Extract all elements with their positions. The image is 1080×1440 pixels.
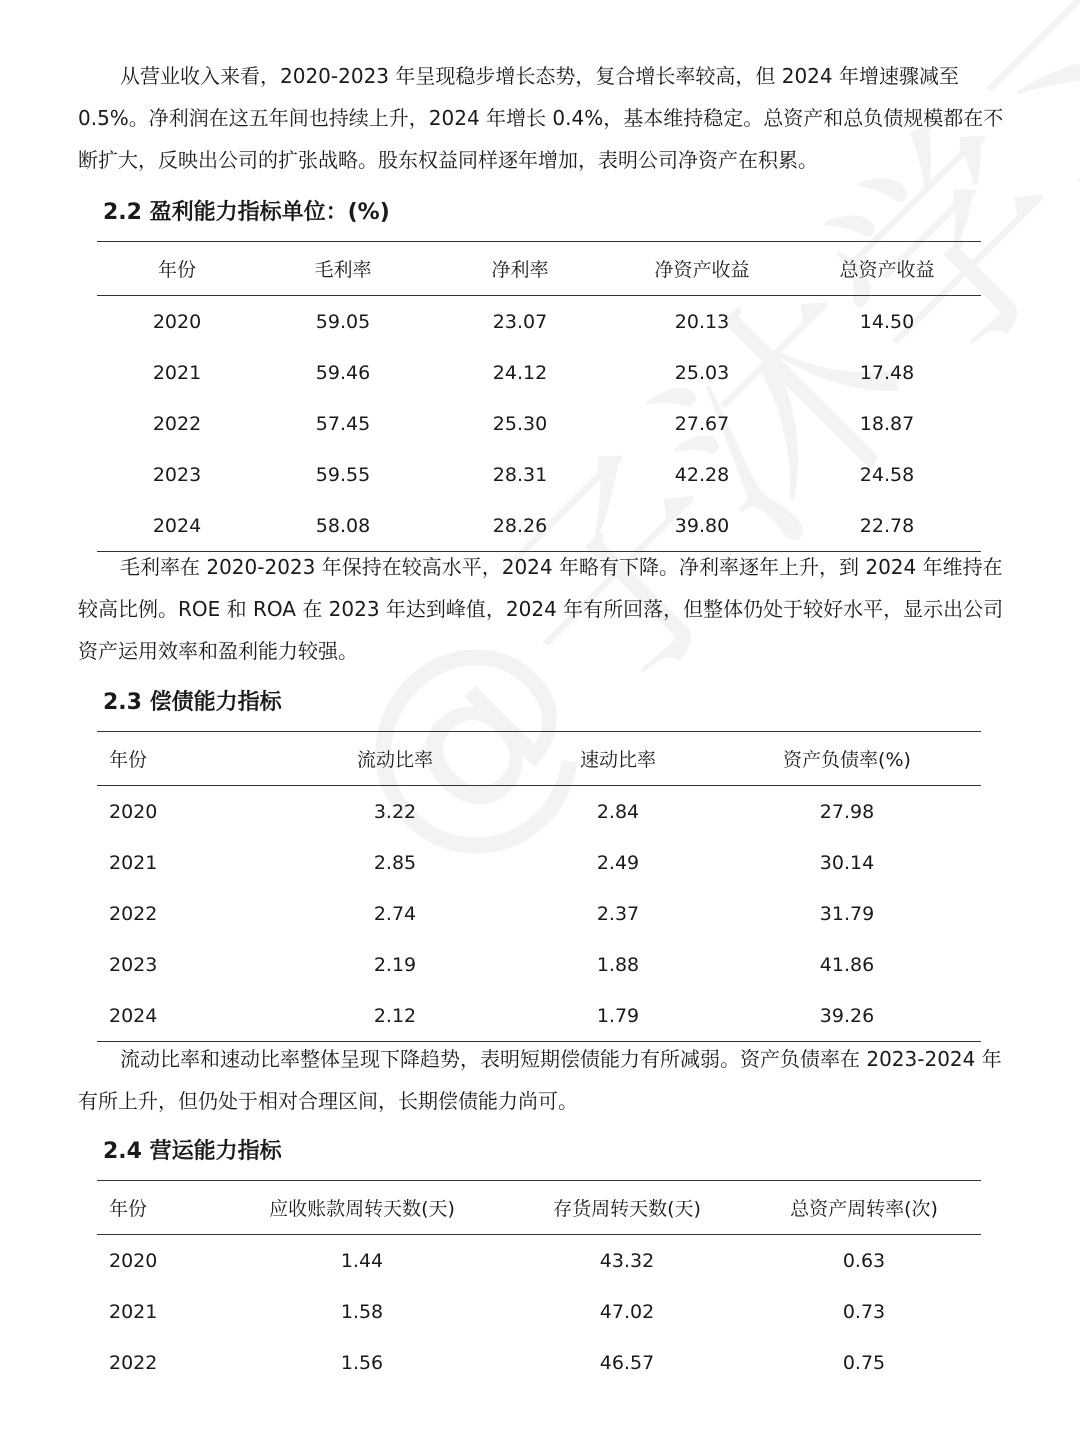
column-header: 净利率: [429, 242, 611, 296]
table-row: [97, 296, 981, 348]
operations-heading: 2.4 营运能力指标: [103, 1139, 282, 1164]
table-cell: 2.12: [267, 990, 523, 1042]
profitability-commentary: 毛利率在 2020-2023 年保持在较高水平，2024 年略有下降。净利率逐年上升，到 2024 年维持在较高比例。ROE 和 ROA 在 2023 年达到峰值，2024 年有所回落，但整体仍处于较好水平，显示出公司资产运用效率和盈利能力较强。: [78, 555, 1004, 663]
table-cell: 2.49: [596, 851, 640, 874]
table-cell: 2023: [152, 463, 202, 486]
table-cell: 2020: [152, 310, 202, 333]
column-header: 净资产收益: [611, 242, 793, 296]
table-cell: 2023: [109, 953, 158, 976]
table-cell: 2.19: [373, 953, 417, 976]
table-row: [97, 888, 981, 939]
table-cell: 39.80: [611, 500, 793, 552]
table-cell: 18.87: [859, 412, 915, 435]
table-cell: 24.12: [492, 361, 548, 384]
column-header: 毛利率: [257, 242, 429, 296]
table-cell: 25.03: [674, 361, 730, 384]
table-cell: 31.79: [819, 902, 875, 925]
table-cell: 2021: [152, 361, 202, 384]
intro-paragraph: 从营业收入来看，2020-2023 年呈现稳步增长态势，复合增长率较高，但 2024 年增速骤减至 0.5%。净利润在这五年间也持续上升，2024 年增长 0.4%，基本维持稳定。总资产和总负债规模都在不断扩大，反映出公司的扩张战略。股东权益同样逐年增加，表明公司净资产在积累。: [78, 64, 1004, 172]
table-cell: 3.22: [373, 800, 417, 823]
table-cell: 39.26: [713, 990, 981, 1042]
table-cell: 2.37: [596, 902, 640, 925]
column-header: 总资产周转率(次): [747, 1181, 981, 1235]
table-cell: 47.02: [599, 1300, 655, 1323]
table-row: [97, 1286, 981, 1337]
table-row: [97, 500, 981, 552]
table-cell: 2020: [109, 800, 158, 823]
column-header: 资产负债率(%): [713, 732, 981, 786]
table-cell: 24.58: [859, 463, 915, 486]
table-cell: 20.13: [674, 310, 730, 333]
table-cell: 41.86: [819, 953, 875, 976]
column-header: 流动比率: [267, 732, 523, 786]
table-header-row: [97, 242, 981, 296]
table-cell: 28.31: [492, 463, 548, 486]
table-cell: 0.75: [842, 1351, 886, 1374]
table-cell: 2.84: [596, 800, 640, 823]
table-cell: 59.46: [315, 361, 371, 384]
table-row: [97, 837, 981, 888]
operations-table: [97, 1180, 981, 1388]
table-cell: 1.44: [340, 1249, 384, 1272]
column-header: 年份: [97, 242, 257, 296]
table-cell: 57.45: [315, 412, 371, 435]
table-cell: 1.58: [340, 1300, 384, 1323]
table-cell: 30.14: [819, 851, 875, 874]
table-row: [97, 990, 981, 1042]
table-cell: 59.55: [315, 463, 371, 486]
table-cell: 14.50: [859, 310, 915, 333]
table-cell: 28.26: [429, 500, 611, 552]
table-cell: 1.79: [523, 990, 713, 1042]
table-cell: 58.08: [257, 500, 429, 552]
profitability-heading: 2.2 盈利能力指标单位：(%): [103, 200, 390, 225]
table-header-row: [97, 1181, 981, 1235]
column-header: 应收账款周转天数(天): [217, 1181, 507, 1235]
table-cell: 2024: [97, 990, 267, 1042]
table-cell: 2024: [97, 500, 257, 552]
solvency-heading: 2.3 偿债能力指标: [103, 690, 282, 715]
table-cell: 2022: [109, 1351, 158, 1374]
table-cell: 17.48: [859, 361, 915, 384]
table-cell: 2021: [109, 851, 158, 874]
table-row: [97, 939, 981, 990]
table-row: [97, 786, 981, 838]
table-cell: 1.88: [596, 953, 640, 976]
column-header: 年份: [97, 732, 267, 786]
solvency-commentary: 流动比率和速动比率整体呈现下降趋势，表明短期偿债能力有所减弱。资产负债率在 2023-2024 年有所上升，但仍处于相对合理区间，长期偿债能力尚可。: [78, 1047, 1002, 1113]
profitability-table: [97, 241, 981, 552]
table-cell: 2.85: [373, 851, 417, 874]
table-row: [97, 398, 981, 449]
column-header: 年份: [97, 1181, 217, 1235]
table-cell: 0.63: [842, 1249, 886, 1272]
table-cell: 27.98: [819, 800, 875, 823]
table-row: [97, 347, 981, 398]
table-cell: 59.05: [315, 310, 371, 333]
table-cell: 2021: [109, 1300, 158, 1323]
table-cell: 0.73: [842, 1300, 886, 1323]
column-header: 速动比率: [523, 732, 713, 786]
column-header: 存货周转天数(天): [507, 1181, 747, 1235]
table-cell: 43.32: [599, 1249, 655, 1272]
table-cell: 42.28: [674, 463, 730, 486]
table-cell: 25.30: [492, 412, 548, 435]
table-header-row: [97, 732, 981, 786]
table-cell: 22.78: [793, 500, 981, 552]
column-header: 总资产收益: [793, 242, 981, 296]
table-cell: 46.57: [599, 1351, 655, 1374]
table-cell: 23.07: [492, 310, 548, 333]
table-row: [97, 449, 981, 500]
solvency-table: [97, 731, 981, 1042]
table-cell: 2022: [109, 902, 158, 925]
table-row: [97, 1235, 981, 1287]
table-cell: 27.67: [674, 412, 730, 435]
table-row: [97, 1337, 981, 1388]
table-cell: 2022: [152, 412, 202, 435]
table-cell: 2.74: [373, 902, 417, 925]
table-cell: 1.56: [340, 1351, 384, 1374]
table-cell: 2020: [109, 1249, 158, 1272]
